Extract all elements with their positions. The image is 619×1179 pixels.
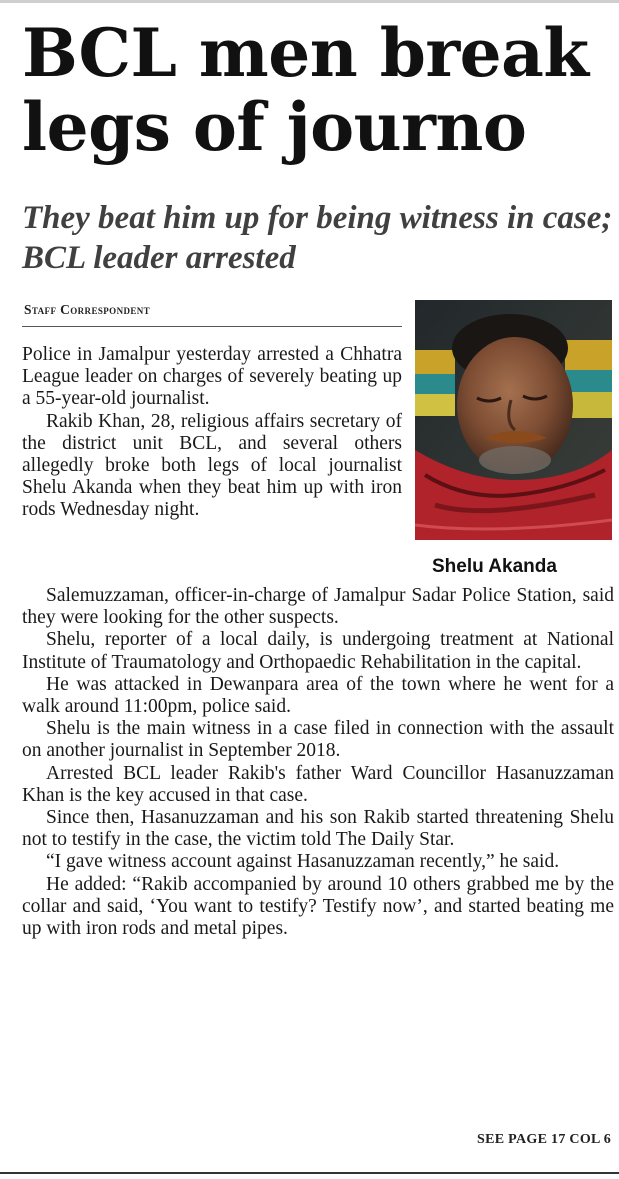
paragraph: He was attacked in Dewanpara area of the town where he went for a walk around 11:00pm, police said. [22,673,614,718]
paragraph: Salemuzzaman, officer-in-charge of Jamalpur Sadar Police Station, said they were looking for the other suspects. [22,585,614,629]
subheadline: They beat him up for being witness in case; BCL leader arrested [22,200,613,276]
paragraph: Rakib Khan, 28, religious affairs secretary of the district unit BCL, and several others allegedly broke both legs of local journalist Shelu Akanda when they beat him up with iron rods Wednesday night. [22,410,402,521]
paragraph: Police in Jamalpur yesterday arrested a Chhatra League leader on charges of severely beating up a 55-year-old journalist. [22,344,402,410]
bottom-border [0,1172,619,1174]
paragraph: Shelu, reporter of a local daily, is undergoing treatment at National Institute of Traumatology and Orthopaedic Rehabilitation in the capital. [22,629,614,673]
headline: BCL men break legs of journo [22,14,589,166]
photo-shelu-akanda [415,300,612,540]
paragraph: “I gave witness account against Hasanuzzaman recently,” he said. [46,851,560,873]
byline-divider [22,326,402,327]
paragraph: Arrested BCL leader Rakib's father Ward Councillor Hasanuzzaman Khan is the key accused in that case. [22,762,614,806]
byline: Staff Correspondent [24,302,151,317]
photo-illustration [415,300,612,540]
article-body-column [22,344,402,522]
paragraph: He added: “Rakib accompanied by around 10 others grabbed me by the collar and said, ‘You want to testify? Testify now’, and started beating me up with iron rods and metal pipes. [22,873,614,940]
paragraph: Shelu is the main witness in a case filed in connection with the assault on another journalist in September 2018. [22,718,614,762]
continuation-link[interactable]: SEE PAGE 17 COL 6 [477,1132,611,1147]
photo-caption: Shelu Akanda [432,556,557,577]
article-body-wide [22,585,614,940]
paragraph: Since then, Hasanuzzaman and his son Rakib started threatening Shelu not to testify in the case, the victim told The Daily Star. [22,807,614,851]
top-border [0,0,619,3]
